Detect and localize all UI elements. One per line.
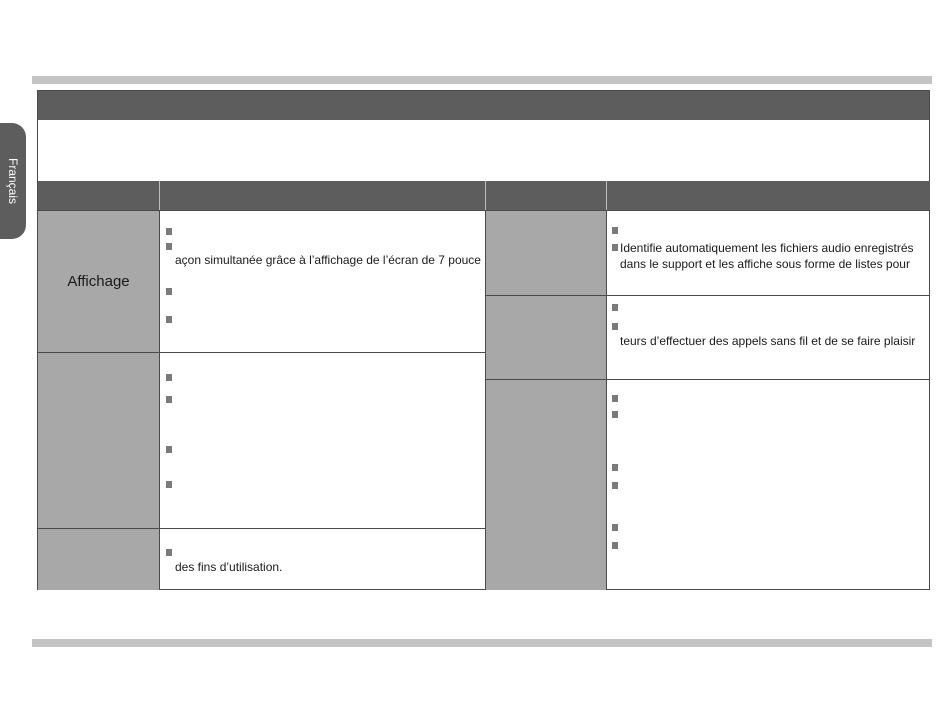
bullet-marker [612, 227, 618, 234]
language-tab-label: Français [6, 157, 20, 205]
bullet-marker [612, 323, 618, 330]
left-category-cell [38, 352, 159, 528]
column-divider [159, 210, 160, 590]
bullet-marker [612, 304, 618, 311]
bullet-marker [612, 395, 618, 402]
feature-text: teurs d’effectuer des appels sans fil et de se faire plaisir [620, 334, 916, 348]
bullet-marker [612, 464, 618, 471]
bullet-marker [166, 549, 172, 556]
left-category-header [38, 181, 159, 210]
row-divider [485, 379, 929, 380]
feature-text: Identifie automatiquement les fichiers audio enregistrés [620, 241, 914, 255]
category-label: Affichage [67, 272, 130, 290]
left-description-header [159, 181, 486, 210]
row-divider [38, 352, 485, 353]
feature-text: açon simultanée grâce à l’affichage de l’écran de 7 pouce [175, 253, 481, 267]
bullet-marker [612, 482, 618, 489]
bullet-marker [612, 411, 618, 418]
bullet-marker [166, 446, 172, 453]
bullet-marker [166, 228, 172, 235]
bullet-marker [166, 396, 172, 403]
bullet-marker [166, 316, 172, 323]
right-category-cell [485, 379, 606, 590]
top-rule [32, 76, 932, 84]
row-divider [38, 210, 929, 211]
left-category-cell [38, 210, 159, 352]
bullet-marker [166, 374, 172, 381]
feature-text: des fins d’utilisation. [175, 560, 283, 574]
right-category-cell [485, 210, 606, 295]
bottom-rule [32, 639, 932, 647]
bullet-marker [612, 524, 618, 531]
bullet-marker [166, 288, 172, 295]
right-category-header [485, 181, 607, 210]
feature-table [37, 90, 930, 590]
language-tab[interactable] [0, 123, 26, 239]
column-divider [485, 210, 486, 590]
row-divider [38, 528, 485, 529]
table-title-band [38, 91, 929, 120]
bullet-marker [166, 243, 172, 250]
row-divider [485, 295, 929, 296]
right-description-header [606, 181, 930, 210]
bullet-marker [612, 542, 618, 549]
left-category-cell [38, 528, 159, 590]
bullet-marker [166, 481, 172, 488]
column-divider [606, 210, 607, 590]
bullet-marker [612, 244, 618, 251]
right-category-cell [485, 295, 606, 379]
feature-text: dans le support et les affiche sous forme de listes pour [620, 257, 910, 271]
